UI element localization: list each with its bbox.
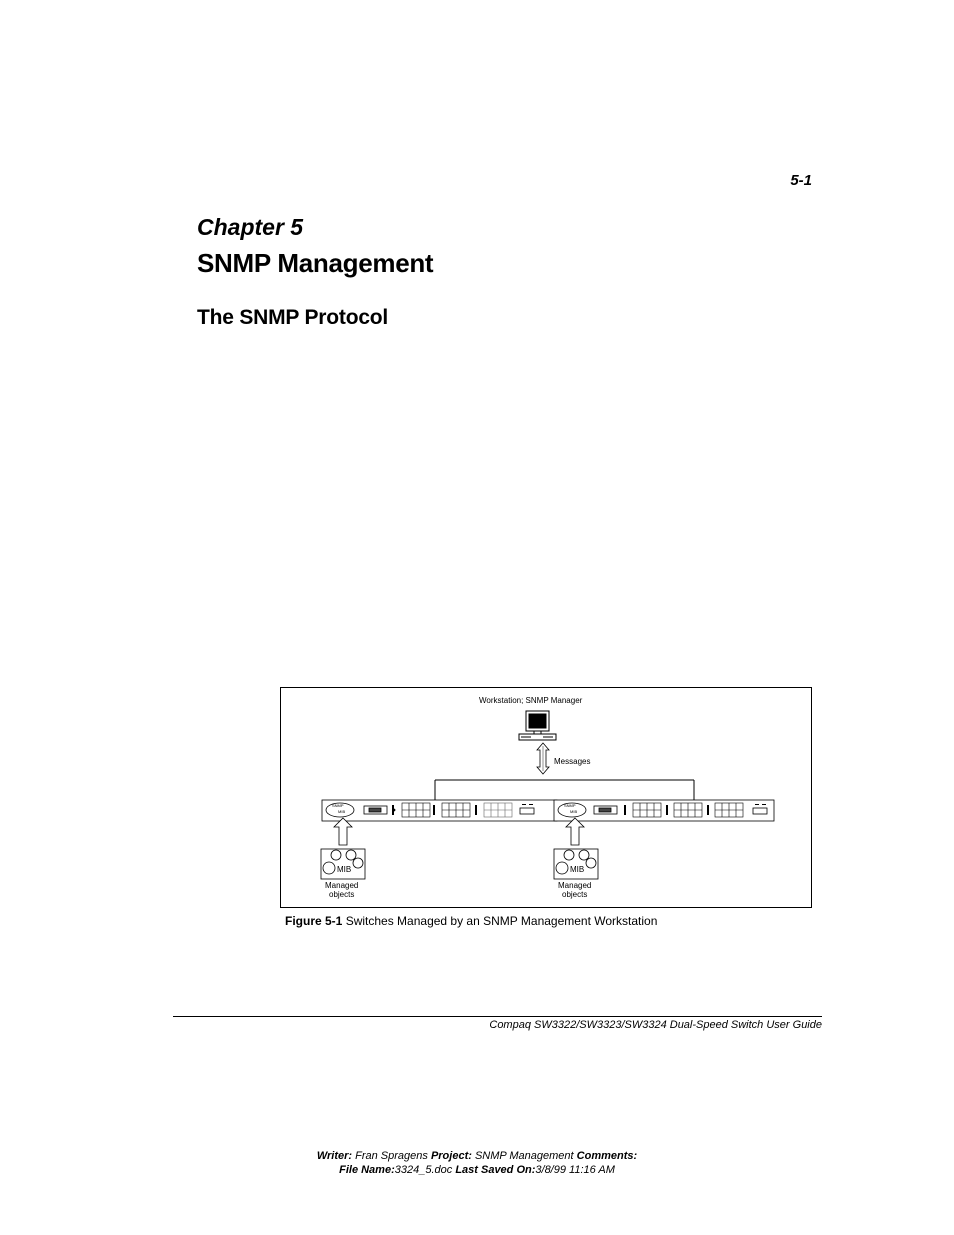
double-arrow-icon <box>537 743 549 774</box>
chapter-label: Chapter 5 <box>197 214 304 240</box>
up-arrow-icon <box>334 818 352 845</box>
switch-badge-top: SNMP <box>564 803 576 808</box>
messages-label: Messages <box>554 757 591 766</box>
objects-label: objects <box>562 890 588 899</box>
filename-label: File Name: <box>339 1164 395 1176</box>
writer-label: Writer: <box>316 1150 353 1162</box>
network-switch-icon <box>322 800 557 821</box>
managed-label: Managed <box>558 881 592 890</box>
guide-title: Compaq SW3322/SW3323/SW3324 Dual-Speed Switch User Guide <box>489 1019 822 1031</box>
mib-label: MIB <box>570 865 585 874</box>
metadata-line-2 <box>200 1164 754 1176</box>
footer-divider <box>173 1016 822 1017</box>
chapter-title: SNMP Management <box>197 248 434 278</box>
mib-database-icon <box>554 849 598 879</box>
figure-caption <box>285 914 657 928</box>
network-switch-icon <box>554 800 774 821</box>
up-arrow-icon <box>566 818 584 845</box>
switch-badge-bottom: MIB <box>570 809 578 814</box>
figure-snmp-network <box>280 687 812 908</box>
mib-label: MIB <box>337 865 352 874</box>
objects-label: objects <box>329 890 355 899</box>
workstation-label: Workstation; SNMP Manager <box>479 696 583 705</box>
project-label: Project: <box>430 1150 472 1162</box>
comments-label: Comments: <box>576 1150 638 1162</box>
project-value: SNMP Management <box>471 1150 577 1162</box>
metadata-line-1 <box>200 1150 754 1162</box>
switch-badge-bottom: MIB <box>338 809 346 814</box>
computer-icon <box>519 711 556 740</box>
filename-value: 3324_5.doc <box>394 1164 456 1176</box>
mib-database-icon <box>321 849 365 879</box>
page-number: 5-1 <box>790 172 812 189</box>
figure-caption-label: Figure 5-1 <box>285 914 343 928</box>
figure-caption-text: Switches Managed by an SNMP Management Workstation <box>342 914 658 928</box>
switch-badge-top: SNMP <box>332 803 344 808</box>
last-saved-value: 3/8/99 11:16 AM <box>535 1164 615 1176</box>
writer-value: Fran Spragens <box>352 1150 431 1162</box>
network-lines <box>435 780 694 800</box>
managed-label: Managed <box>325 881 359 890</box>
section-title: The SNMP Protocol <box>197 306 389 329</box>
last-saved-label: Last Saved On: <box>455 1164 536 1176</box>
figure-drawing <box>281 688 812 908</box>
